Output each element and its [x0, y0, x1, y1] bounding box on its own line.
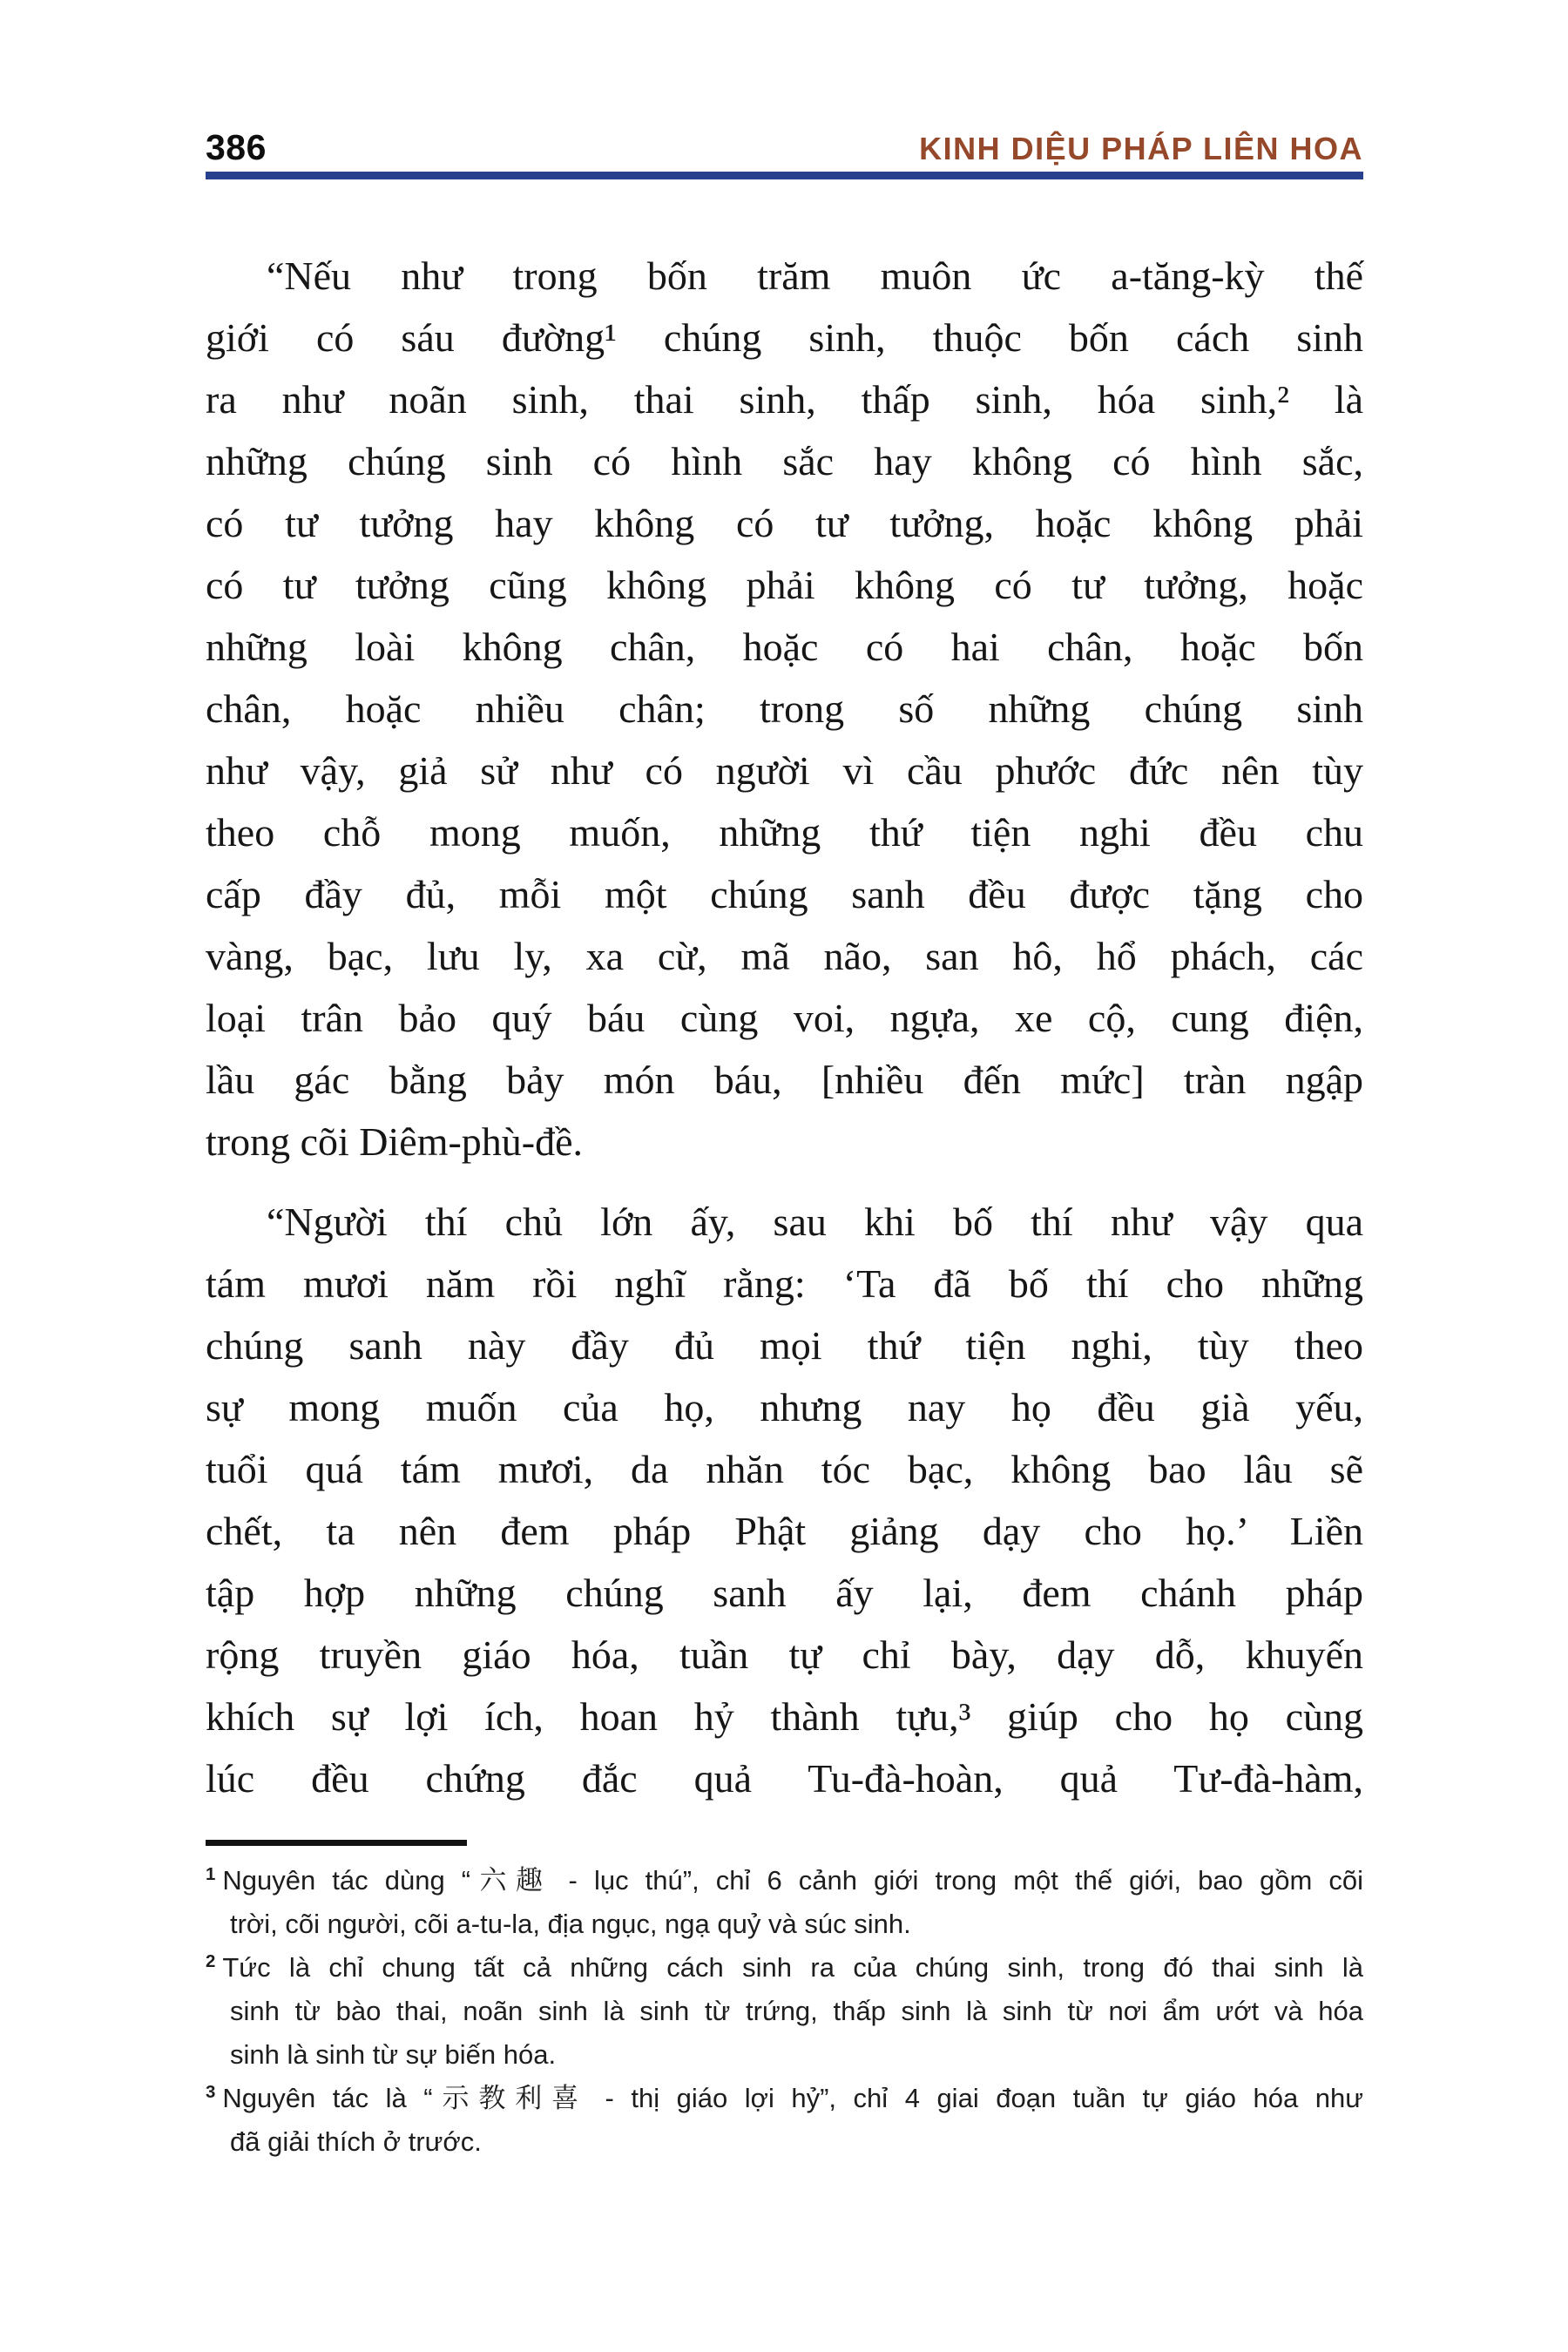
footnote-marker: 2 [206, 1950, 216, 1971]
body-line: vàng, bạc, lưu ly, xa cừ, mã não, san hô, hổ phách, các [206, 934, 1363, 978]
body-line: sự mong muốn của họ, nhưng nay họ đều già yếu, [206, 1385, 1363, 1429]
body-line: lầu gác bằng bảy món báu, [nhiều đến mức] tràn ngập [206, 1058, 1363, 1102]
body-line: lúc đều chứng đắc quả Tu-đà-hoàn, quả Tư-đà-hàm, [206, 1756, 1363, 1801]
body-line: cấp đầy đủ, mỗi một chúng sanh đều được tặng cho [206, 872, 1363, 916]
footnote-line: trời, cõi người, cõi a-tu-la, địa ngục, ngạ quỷ và súc sinh. [230, 1909, 911, 1939]
body-line: rộng truyền giáo hóa, tuần tự chỉ bày, dạy dỗ, khuyến [206, 1632, 1363, 1677]
header-rule [206, 172, 1363, 179]
body-line: chân, hoặc nhiều chân; trong số những chúng sinh [206, 686, 1363, 731]
footnote-line [206, 1946, 1363, 1990]
body-line: những loài không chân, hoặc có hai chân, hoặc bốn [206, 625, 1363, 669]
footnotes [206, 1859, 1363, 2164]
footnote-line [206, 2077, 1363, 2120]
footnote-text: Nguyên tác là “示教利喜 - thị giáo lợi hỷ”, chỉ 4 giai đoạn tuần tự giáo hóa như [222, 2083, 1363, 2113]
body-line: chết, ta nên đem pháp Phật giảng dạy cho họ.’ Liền [206, 1509, 1363, 1553]
body-line: trong cõi Diêm-phù-đề. [206, 1119, 584, 1164]
paragraph-1 [206, 245, 1363, 1173]
footnote-2 [206, 1946, 1363, 2077]
body-line: như vậy, giả sử như có người vì cầu phước đức nên tùy [206, 748, 1363, 793]
footnote-marker: 1 [206, 1863, 216, 1884]
body-line: tám mươi năm rồi nghĩ rằng: ‘Ta đã bố thí cho những [206, 1261, 1363, 1306]
body-line: những chúng sinh có hình sắc hay không có hình sắc, [206, 439, 1363, 483]
footnote-line [206, 1859, 1363, 1903]
body-line: có tư tưởng hay không có tư tưởng, hoặc không phải [206, 501, 1363, 545]
body-line: giới có sáu đường¹ chúng sinh, thuộc bốn cách sinh [206, 315, 1363, 360]
body-text [206, 245, 1363, 1809]
body-line: “Nếu như trong bốn trăm muôn ức a-tăng-kỳ thế [267, 253, 1363, 298]
body-line: loại trân bảo quý báu cùng voi, ngựa, xe cộ, cung điện, [206, 996, 1363, 1040]
footnote-line: đã giải thích ở trước. [230, 2126, 482, 2157]
footnote-line: sinh từ bào thai, noãn sinh là sinh từ trứng, thấp sinh là sinh từ nơi ẩm ướt và hóa [230, 1996, 1363, 2026]
body-line: tập hợp những chúng sanh ấy lại, đem chánh pháp [206, 1571, 1363, 1615]
body-line: theo chỗ mong muốn, những thứ tiện nghi đều chu [206, 810, 1363, 855]
page-header [206, 127, 1363, 168]
footnote-1 [206, 1859, 1363, 1946]
footnote-separator [206, 1840, 467, 1846]
footnote-line: sinh là sinh từ sự biến hóa. [230, 2039, 557, 2070]
body-line: “Người thí chủ lớn ấy, sau khi bố thí như vậy qua [267, 1200, 1363, 1244]
body-line: khích sự lợi ích, hoan hỷ thành tựu,³ giúp cho họ cùng [206, 1694, 1363, 1739]
footnote-marker: 3 [206, 2081, 216, 2102]
paragraph-2 [206, 1191, 1363, 1809]
footnote-text: Tức là chỉ chung tất cả những cách sinh ra của chúng sinh, trong đó thai sinh là [222, 1952, 1363, 1983]
page-number: 386 [206, 127, 267, 167]
body-line: có tư tưởng cũng không phải không có tư tưởng, hoặc [206, 563, 1363, 607]
body-line: chúng sanh này đầy đủ mọi thứ tiện nghi, tùy theo [206, 1323, 1363, 1368]
body-line: tuổi quá tám mươi, da nhăn tóc bạc, không bao lâu sẽ [206, 1447, 1363, 1491]
body-line: ra như noãn sinh, thai sinh, thấp sinh, hóa sinh,² là [206, 377, 1363, 422]
footnote-3 [206, 2077, 1363, 2164]
footnote-text: Nguyên tác dùng “六趣 - lục thú”, chỉ 6 cảnh giới trong một thế giới, bao gồm cõi [222, 1865, 1363, 1896]
running-title: KINH DIỆU PHÁP LIÊN HOA [919, 131, 1363, 166]
